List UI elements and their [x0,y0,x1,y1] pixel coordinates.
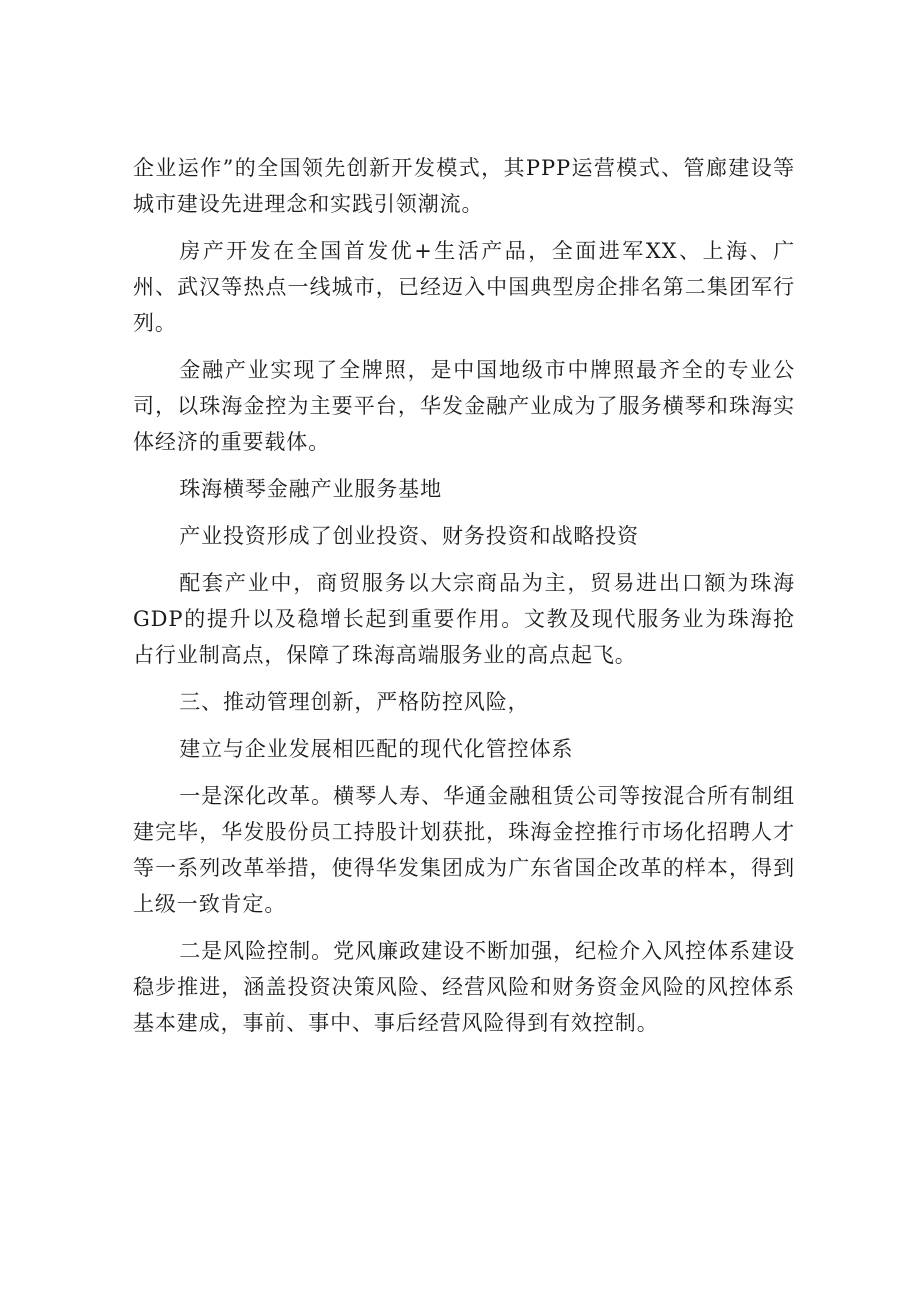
paragraph-industry-investment: 产业投资形成了创业投资、财务投资和战略投资 [179,524,640,548]
paragraph-urban-development: 企业运作”的全国领先创新开发模式，其PPP运营模式、管廊建设等城市建设先进理念和实践引领潮流。 [133,156,795,216]
section-subheading-control-system: 建立与企业发展相匹配的现代化管控体系 [179,737,574,761]
paragraph-finance-base: 珠海横琴金融产业服务基地 [179,477,442,501]
paragraph-supporting-industry: 配套产业中，商贸服务以大宗商品为主，贸易进出口额为珠海GDP的提升以及稳增长起到重要作用。文教及现代服务业为珠海抢占行业制高点，保障了珠海高端服务业的高点起飞。 [133,571,795,667]
paragraph-real-estate: 房产开发在全国首发优+生活产品，全面进军XX、上海、广州、武汉等热点一线城市，已经迈入中国典型房企排名第二集团军行列。 [133,239,795,335]
document-body [133,150,795,1052]
paragraph-risk-control: 二是风险控制。党风廉政建设不断加强，纪检介入风控体系建设稳步推进，涵盖投资决策风险、经营风险和财务资金风险的风控体系基本建成，事前、事中、事后经营风险得到有效控制。 [133,939,795,1035]
section-heading-management: 三、推动管理创新，严格防控风险， [179,690,530,714]
paragraph-deepen-reform: 一是深化改革。横琴人寿、华通金融租赁公司等按混合所有制组建完毕，华发股份员工持股计划获批，珠海金控推行市场化招聘人才等一系列改革举措，使得华发集团成为广东省国企改革的样本，得到上级一致肯定。 [133,784,795,916]
paragraph-finance-industry: 金融产业实现了全牌照，是中国地级市中牌照最齐全的专业公司，以珠海金控为主要平台，华发金融产业成为了服务横琴和珠海实体经济的重要载体。 [133,358,795,454]
